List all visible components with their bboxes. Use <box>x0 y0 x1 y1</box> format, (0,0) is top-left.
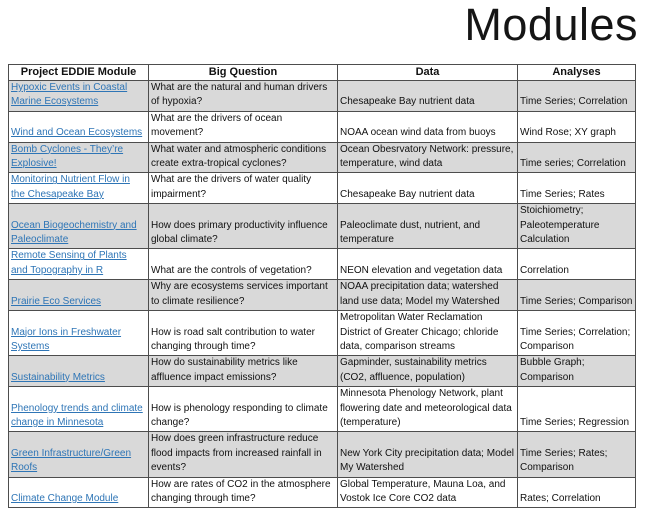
data-cell: Metropolitan Water Reclamation District of Greater Chicago; chloride data, comparison streams <box>338 311 518 356</box>
module-cell <box>9 477 149 508</box>
module-link[interactable]: Monitoring Nutrient Flow in the Chesapeake Bay <box>11 174 130 200</box>
analyses-cell: Time Series; Rates <box>518 173 636 204</box>
table-header-row <box>9 65 636 81</box>
data-cell: NEON elevation and vegetation data <box>338 249 518 280</box>
analyses-cell: Time Series; Correlation; Comparison <box>518 311 636 356</box>
module-cell <box>9 311 149 356</box>
analyses-cell: Bubble Graph; Comparison <box>518 356 636 387</box>
module-cell <box>9 249 149 280</box>
analyses-cell: Time Series; Correlation <box>518 81 636 112</box>
analyses-cell: Correlation <box>518 249 636 280</box>
data-cell: Ocean Obesrvatory Network: pressure, temperature, wind data <box>338 142 518 173</box>
question-cell: How does primary productivity influence global climate? <box>149 204 338 249</box>
question-cell: What are the controls of vegetation? <box>149 249 338 280</box>
module-cell <box>9 204 149 249</box>
module-link[interactable]: Climate Change Module <box>11 492 119 504</box>
module-link[interactable]: Phenology trends and climate change in Minnesota <box>11 402 143 428</box>
analyses-cell: Time Series; Regression <box>518 387 636 432</box>
module-cell <box>9 81 149 112</box>
module-link[interactable]: Ocean Biogeochemistry and Paleoclimate <box>11 219 137 246</box>
col-header-big-question: Big Question <box>149 65 338 81</box>
module-link[interactable]: Remote Sensing of Plants and Topography in R <box>11 250 127 276</box>
table-row <box>9 387 636 432</box>
module-link[interactable]: Bomb Cyclones - They’re Explosive! <box>11 143 124 170</box>
module-cell <box>9 142 149 173</box>
analyses-cell: Time Series; Comparison <box>518 280 636 311</box>
question-cell: What water and atmospheric conditions create extra-tropical cyclones? <box>149 142 338 173</box>
analyses-cell: Stoichiometry; Paleotemperature Calculation <box>518 204 636 249</box>
module-cell <box>9 387 149 432</box>
col-header-module: Project EDDIE Module <box>9 65 149 81</box>
data-cell: NOAA ocean wind data from buoys <box>338 111 518 142</box>
data-cell: Gapminder, sustainability metrics (CO2, affluence, population) <box>338 356 518 387</box>
table-row <box>9 204 636 249</box>
analyses-cell: Time series; Correlation <box>518 142 636 173</box>
module-cell <box>9 173 149 204</box>
module-cell <box>9 432 149 477</box>
table-row <box>9 477 636 508</box>
module-link[interactable]: Wind and Ocean Ecosystems <box>11 127 143 139</box>
question-cell: What are the drivers of ocean movement? <box>149 111 338 142</box>
question-cell: How is road salt contribution to water changing through time? <box>149 311 338 356</box>
analyses-cell: Wind Rose; XY graph <box>518 111 636 142</box>
module-link[interactable]: Sustainability Metrics <box>11 371 105 383</box>
module-link[interactable]: Green Infrastructure/Green Roofs <box>11 447 132 474</box>
data-cell: Chesapeake Bay nutrient data <box>338 81 518 112</box>
question-cell: What are the natural and human drivers of hypoxia? <box>149 81 338 112</box>
data-cell: NOAA precipitation data; watershed land use data; Model my Watershed <box>338 280 518 311</box>
data-cell: Global Temperature, Mauna Loa, and Vostok Ice Core CO2 data <box>338 477 518 508</box>
question-cell: How are rates of CO2 in the atmosphere changing through time? <box>149 477 338 508</box>
analyses-cell: Rates; Correlation <box>518 477 636 508</box>
module-link[interactable]: Prairie Eco Services <box>11 295 102 307</box>
question-cell: What are the drivers of water quality impairment? <box>149 173 338 204</box>
table-row <box>9 142 636 173</box>
modules-table <box>8 64 636 508</box>
module-cell <box>9 280 149 311</box>
table-row <box>9 173 636 204</box>
question-cell: How is phenology responding to climate change? <box>149 387 338 432</box>
module-cell <box>9 356 149 387</box>
analyses-cell: Time Series; Rates; Comparison <box>518 432 636 477</box>
page-title: Modules <box>464 0 638 50</box>
table-row <box>9 280 636 311</box>
module-cell <box>9 111 149 142</box>
question-cell: Why are ecosystems services important to climate resilience? <box>149 280 338 311</box>
col-header-data: Data <box>338 65 518 81</box>
table-row <box>9 311 636 356</box>
module-link[interactable]: Major Ions in Freshwater Systems <box>11 326 122 352</box>
data-cell: Paleoclimate dust, nutrient, and temperature <box>338 204 518 249</box>
question-cell: How do sustainability metrics like affluence impact emissions? <box>149 356 338 387</box>
data-cell: Minnesota Phenology Network, plant flowering date and meteorological data (temperature) <box>338 387 518 432</box>
data-cell: New York City precipitation data; Model My Watershed <box>338 432 518 477</box>
table-row <box>9 356 636 387</box>
table-row <box>9 432 636 477</box>
question-cell: How does green infrastructure reduce flood impacts from increased rainfall in events? <box>149 432 338 477</box>
module-link[interactable]: Hypoxic Events in Coastal Marine Ecosystems <box>11 82 128 108</box>
table-row <box>9 249 636 280</box>
table-row <box>9 111 636 142</box>
table-row <box>9 81 636 112</box>
data-cell: Chesapeake Bay nutrient data <box>338 173 518 204</box>
col-header-analyses: Analyses <box>518 65 636 81</box>
